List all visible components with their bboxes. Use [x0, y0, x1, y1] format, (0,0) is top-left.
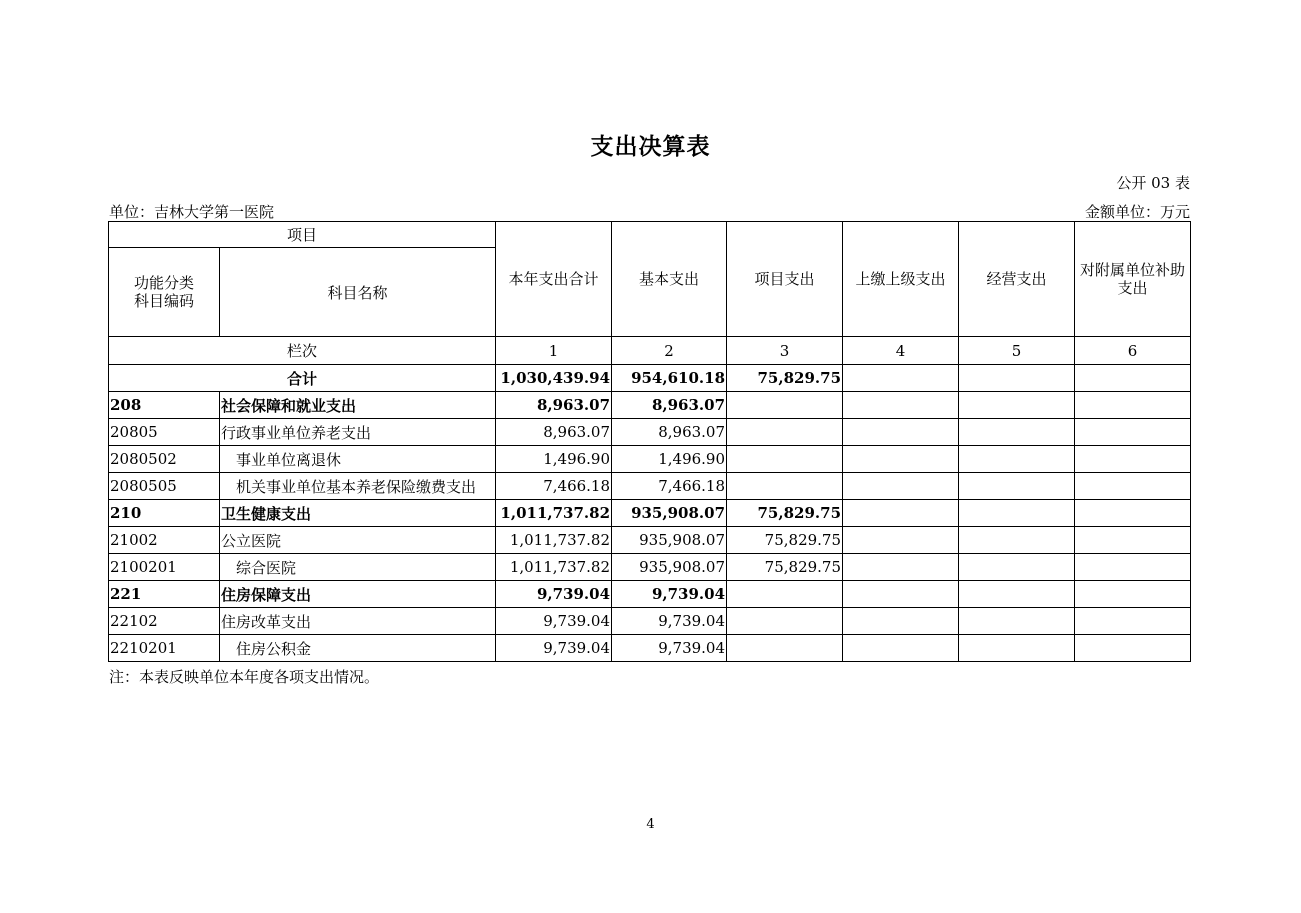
- total-row: [109, 365, 1191, 392]
- table-row: [109, 446, 1191, 473]
- row-value: 8,963.07: [496, 419, 612, 446]
- row-value: [959, 419, 1075, 446]
- header-code: 功能分类科目编码: [109, 248, 220, 337]
- header-name: 科目名称: [220, 248, 496, 337]
- row-value: [727, 446, 843, 473]
- row-value: 935,908.07: [612, 500, 727, 527]
- row-value: 9,739.04: [612, 608, 727, 635]
- row-value: 9,739.04: [496, 581, 612, 608]
- lanci-row: [109, 337, 1191, 365]
- table-row: [109, 554, 1191, 581]
- row-value: [843, 473, 959, 500]
- row-value: 935,908.07: [612, 527, 727, 554]
- row-value: 8,963.07: [496, 392, 612, 419]
- row-code: 22102: [109, 608, 220, 635]
- header-col-operating: 经营支出: [959, 222, 1075, 337]
- row-value: [959, 581, 1075, 608]
- header-col-subsidy: 对附属单位补助支出: [1075, 222, 1191, 337]
- row-value: [727, 419, 843, 446]
- row-value: 75,829.75: [727, 527, 843, 554]
- row-value: [843, 554, 959, 581]
- row-value: 1,011,737.82: [496, 554, 612, 581]
- row-name: 事业单位离退休: [220, 446, 496, 473]
- row-value: 75,829.75: [727, 554, 843, 581]
- header-project: 项目: [109, 222, 496, 248]
- row-value: [1075, 635, 1191, 662]
- row-value: [959, 635, 1075, 662]
- row-value: [843, 419, 959, 446]
- total-value: 75,829.75: [727, 365, 843, 392]
- row-code: 21002: [109, 527, 220, 554]
- row-value: [959, 500, 1075, 527]
- row-value: [727, 635, 843, 662]
- row-value: [843, 500, 959, 527]
- row-value: [1075, 608, 1191, 635]
- row-value: [1075, 446, 1191, 473]
- row-value: [727, 608, 843, 635]
- row-value: [1075, 500, 1191, 527]
- table-row: [109, 608, 1191, 635]
- row-value: [959, 527, 1075, 554]
- col-num: 3: [727, 337, 843, 365]
- row-name: 住房公积金: [220, 635, 496, 662]
- row-value: [727, 581, 843, 608]
- row-value: 1,496.90: [612, 446, 727, 473]
- table-row: [109, 527, 1191, 554]
- table-row: [109, 473, 1191, 500]
- row-value: [1075, 392, 1191, 419]
- table-row: [109, 635, 1191, 662]
- row-value: [1075, 581, 1191, 608]
- total-value: [843, 365, 959, 392]
- row-value: 7,466.18: [612, 473, 727, 500]
- row-value: 1,011,737.82: [496, 500, 612, 527]
- table-row: [109, 581, 1191, 608]
- amount-unit-label: 金额单位：万元: [1084, 203, 1190, 221]
- row-value: [843, 392, 959, 419]
- row-value: [959, 473, 1075, 500]
- row-value: 7,466.18: [496, 473, 612, 500]
- lanci-label: 栏次: [109, 337, 496, 365]
- row-value: 8,963.07: [612, 392, 727, 419]
- row-value: [959, 392, 1075, 419]
- row-value: [1075, 554, 1191, 581]
- header-col-remit: 上缴上级支出: [843, 222, 959, 337]
- row-code: 210: [109, 500, 220, 527]
- table-row: [109, 419, 1191, 446]
- header-col-basic: 基本支出: [612, 222, 727, 337]
- expenditure-table: [108, 221, 1191, 662]
- row-value: 1,011,737.82: [496, 527, 612, 554]
- row-value: [843, 446, 959, 473]
- row-value: 9,739.04: [496, 608, 612, 635]
- row-name: 卫生健康支出: [220, 500, 496, 527]
- col-num: 1: [496, 337, 612, 365]
- table-note: 注：本表反映单位本年度各项支出情况。: [109, 668, 380, 686]
- form-number: 公开 03 表: [1116, 174, 1190, 192]
- col-num: 2: [612, 337, 727, 365]
- row-name: 住房保障支出: [220, 581, 496, 608]
- row-value: [1075, 473, 1191, 500]
- row-code: 2080502: [109, 446, 220, 473]
- row-name: 公立医院: [220, 527, 496, 554]
- row-name: 行政事业单位养老支出: [220, 419, 496, 446]
- header-col-project: 项目支出: [727, 222, 843, 337]
- row-name: 综合医院: [220, 554, 496, 581]
- row-code: 20805: [109, 419, 220, 446]
- col-num: 4: [843, 337, 959, 365]
- row-value: [959, 554, 1075, 581]
- row-name: 住房改革支出: [220, 608, 496, 635]
- row-code: 2080505: [109, 473, 220, 500]
- unit-label: 单位：吉林大学第一医院: [109, 203, 275, 221]
- row-value: [1075, 419, 1191, 446]
- row-name: 机关事业单位基本养老保险缴费支出: [220, 473, 496, 500]
- header-row-top: [109, 222, 1191, 248]
- total-value: [1075, 365, 1191, 392]
- row-value: [727, 392, 843, 419]
- row-value: [959, 608, 1075, 635]
- row-value: 9,739.04: [496, 635, 612, 662]
- row-code: 2100201: [109, 554, 220, 581]
- table-row: [109, 500, 1191, 527]
- row-value: [727, 473, 843, 500]
- row-code: 208: [109, 392, 220, 419]
- row-code: 221: [109, 581, 220, 608]
- col-num: 5: [959, 337, 1075, 365]
- row-value: [843, 608, 959, 635]
- row-value: [843, 527, 959, 554]
- row-code: 2210201: [109, 635, 220, 662]
- col-num: 6: [1075, 337, 1191, 365]
- table-row: [109, 392, 1191, 419]
- row-value: 9,739.04: [612, 635, 727, 662]
- row-value: 75,829.75: [727, 500, 843, 527]
- page-number: 4: [646, 817, 655, 832]
- total-value: [959, 365, 1075, 392]
- row-value: 8,963.07: [612, 419, 727, 446]
- total-value: 1,030,439.94: [496, 365, 612, 392]
- page-title: 支出决算表: [590, 133, 711, 160]
- header-col-total: 本年支出合计: [496, 222, 612, 337]
- total-value: 954,610.18: [612, 365, 727, 392]
- row-value: 935,908.07: [612, 554, 727, 581]
- row-name: 社会保障和就业支出: [220, 392, 496, 419]
- row-value: [843, 581, 959, 608]
- row-value: [843, 635, 959, 662]
- row-value: 1,496.90: [496, 446, 612, 473]
- row-value: 9,739.04: [612, 581, 727, 608]
- row-value: [1075, 527, 1191, 554]
- row-value: [959, 446, 1075, 473]
- total-label: 合计: [109, 365, 496, 392]
